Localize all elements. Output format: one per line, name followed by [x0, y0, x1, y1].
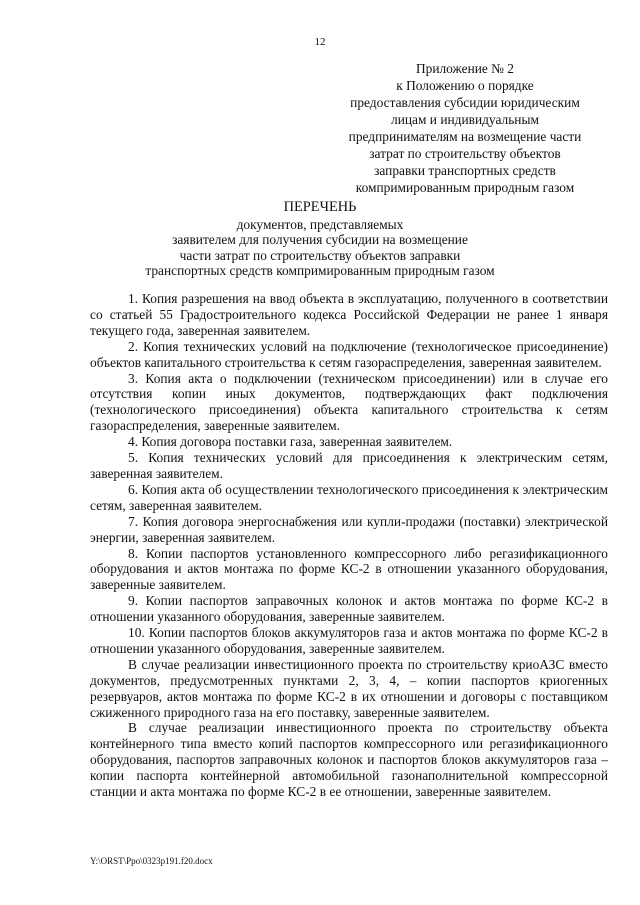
list-item: 4. Копия договора поставки газа, заверенная заявителем.	[128, 434, 453, 450]
list-item: 7. Копия договора энергоснабжения или купли-продажи (поставки) электрической энергии, заверенная заявителем.	[90, 513, 608, 545]
title-line: части затрат по строительству объектов заправки	[179, 247, 461, 263]
note-paragraph: В случае реализации инвестиционного проекта по строительству объекта контейнерного типа вместо копий паспортов компрессорного или регазификационного оборудования, паспортов заправочных колонок и паспортов блоков аккумуляторов газа – копии паспорта контейнерной автомобильной газонаполнительной компрессорной станции и акта монтажа по форме КС-2 в ее отношении, заверенные заявителем.	[90, 720, 608, 800]
appendix-header	[330, 60, 600, 196]
file-path-footer: Y:\ORST\Ppo\0323p191.f20.docx	[90, 856, 213, 866]
title-line: транспортных средств компримированным природным газом	[145, 263, 495, 279]
list-item: 5. Копия технических условий для присоединения к электрическим сетям, заверенная заявителем.	[90, 450, 608, 481]
list-item: 9. Копии паспортов заправочных колонок и актов монтажа по форме КС-2 в отношении указанного оборудования, заверенные заявителем.	[90, 593, 608, 625]
list-item: 10. Копии паспортов блоков аккумуляторов газа и актов монтажа по форме КС-2 в отношении указанного оборудования, заверенные заявителем.	[90, 625, 608, 656]
note-paragraph: В случае реализации инвестиционного проекта по строительству криоАЗС вместо документов, предусмотренных пунктами 2, 3, 4, – копии паспортов криогенных резервуаров, актов монтажа по форме КС-2 в их отношении и договоры с поставщиком сжиженного природного газа на его поставку, заверенные заявителем.	[90, 656, 608, 720]
appendix-line: лицам и индивидуальным	[391, 112, 539, 127]
appendix-line: заправки транспортных средств	[374, 163, 556, 178]
appendix-line: компримированным природным газом	[355, 180, 575, 195]
page-number: 12	[314, 36, 326, 48]
appendix-line: Приложение № 2	[415, 61, 515, 76]
title-heading: ПЕРЕЧЕНЬ	[283, 199, 357, 215]
list-item: 6. Копия акта об осуществлении технологического присоединения к электрическим сетям, заверенная заявителем.	[90, 481, 608, 513]
appendix-line: предпринимателям на возмещение части	[348, 129, 582, 144]
list-item: 1. Копия разрешения на ввод объекта в эксплуатацию, полученного в соответствии со статьей 55 Градостроительного кодекса Российской Федерации не ранее 1 января текущего года, заверенная заявителем.	[90, 291, 608, 338]
appendix-line: к Положению о порядке	[396, 78, 534, 93]
list-item: 3. Копия акта о подключении (техническом присоединении) или в случае его отсутствия копии иных документов, подтверждающих факт подключения (технологического присоединения) объекта капитального строительства к сетям газораспределения, заверенные заявителем.	[90, 370, 608, 434]
list-item: 8. Копии паспортов установленного компрессорного либо регазификационного оборудования и актов монтажа по форме КС-2 в отношении указанного оборудования, заверенные заявителем.	[90, 545, 608, 593]
document-body	[90, 291, 608, 800]
appendix-line: затрат по строительству объектов	[369, 146, 561, 161]
document-title	[80, 200, 560, 279]
title-line: документов, представляемых	[236, 216, 404, 232]
list-item: 2. Копия технических условий на подключение (технологическое присоединение) объектов капитального строительства к сетям газораспределения, заверенная заявителем.	[90, 338, 608, 370]
appendix-line: предоставления субсидии юридическим	[350, 95, 580, 110]
title-line: заявителем для получения субсидии на возмещение	[172, 232, 468, 248]
